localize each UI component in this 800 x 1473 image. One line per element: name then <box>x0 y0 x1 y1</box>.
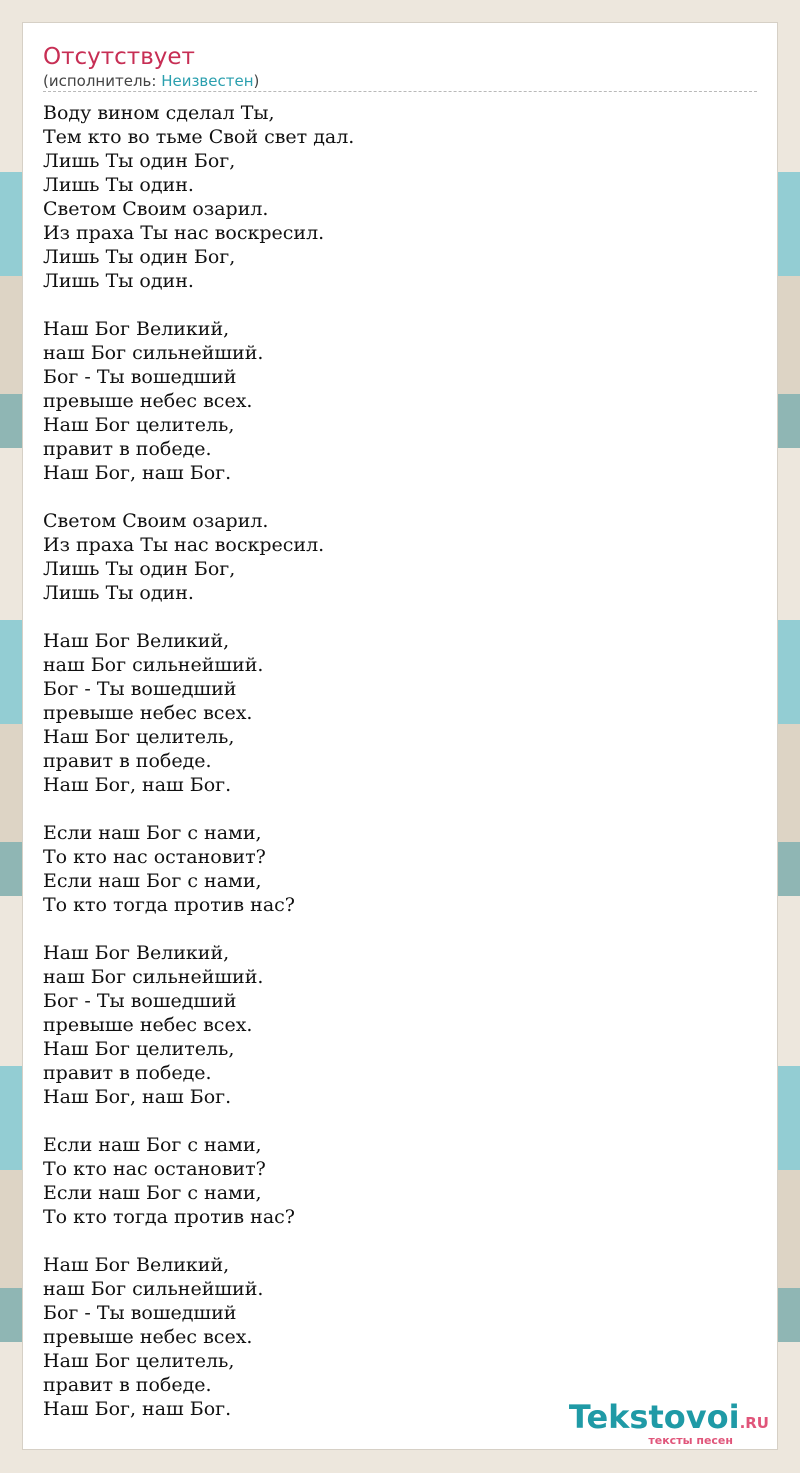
lyrics-line: Если наш Бог с нами, <box>43 870 262 892</box>
artist-prefix: (исполнитель: <box>43 72 162 90</box>
lyrics-line: Воду вином сделал Ты, <box>43 102 275 124</box>
lyrics-line: правит в победе. <box>43 438 212 460</box>
lyrics-line: превыше небес всех. <box>43 1014 253 1036</box>
lyrics-line: Наш Бог, наш Бог. <box>43 462 232 484</box>
lyrics-line: Бог - Ты вошедший <box>43 366 237 388</box>
lyrics-line: Наш Бог Великий, <box>43 318 230 340</box>
lyrics-line: Лишь Ты один. <box>43 270 194 292</box>
lyrics-stanza <box>43 1253 743 1421</box>
artist-line <box>43 71 259 91</box>
lyrics-line: Лишь Ты один Бог, <box>43 558 236 580</box>
lyrics-line: превыше небес всех. <box>43 390 253 412</box>
lyrics-line: Наш Бог, наш Бог. <box>43 1398 232 1420</box>
site-logo[interactable] <box>569 1400 769 1447</box>
lyrics-line: Лишь Ты один Бог, <box>43 246 236 268</box>
song-title: Отсутствует <box>43 44 195 70</box>
lyrics-line: Если наш Бог с нами, <box>43 1182 262 1204</box>
lyrics-line: правит в победе. <box>43 1062 212 1084</box>
lyrics-card <box>22 22 778 1450</box>
lyrics-stanza <box>43 509 743 605</box>
lyrics-line: Если наш Бог с нами, <box>43 1134 262 1156</box>
lyrics-line: Наш Бог целитель, <box>43 414 235 436</box>
lyrics-stanza <box>43 1133 743 1229</box>
lyrics-line: наш Бог сильнейший. <box>43 966 264 988</box>
logo-name: Tekstovoi <box>568 1398 740 1436</box>
lyrics-line: Из праха Ты нас воскресил. <box>43 534 325 556</box>
lyrics-line: правит в победе. <box>43 1374 212 1396</box>
lyrics-line: Лишь Ты один. <box>43 582 194 604</box>
lyrics-line: Из праха Ты нас воскресил. <box>43 222 325 244</box>
lyrics-stanza <box>43 629 743 797</box>
lyrics-line: То кто тогда против нас? <box>43 1206 295 1228</box>
lyrics-line: превыше небес всех. <box>43 1326 253 1348</box>
lyrics-text <box>43 101 743 1421</box>
lyrics-line: Наш Бог, наш Бог. <box>43 774 232 796</box>
lyrics-line: Светом Своим озарил. <box>43 198 269 220</box>
lyrics-line: То кто нас остановит? <box>43 846 266 868</box>
lyrics-line: Наш Бог Великий, <box>43 1254 230 1276</box>
logo-tagline: тексты песен <box>648 1434 733 1447</box>
artist-suffix: ) <box>253 72 260 90</box>
lyrics-line: наш Бог сильнейший. <box>43 342 264 364</box>
lyrics-line: Если наш Бог с нами, <box>43 822 262 844</box>
lyrics-line: Лишь Ты один Бог, <box>43 150 236 172</box>
lyrics-line: наш Бог сильнейший. <box>43 1278 264 1300</box>
lyrics-stanza <box>43 101 743 293</box>
lyrics-line: Бог - Ты вошедший <box>43 678 237 700</box>
lyrics-line: Наш Бог, наш Бог. <box>43 1086 232 1108</box>
lyrics-stanza <box>43 821 743 917</box>
lyrics-line: наш Бог сильнейший. <box>43 654 264 676</box>
lyrics-line: Тем кто во тьме Свой свет дал. <box>43 126 355 148</box>
lyrics-line: Лишь Ты один. <box>43 174 194 196</box>
lyrics-line: превыше небес всех. <box>43 702 253 724</box>
lyrics-line: Наш Бог целитель, <box>43 1350 235 1372</box>
lyrics-stanza <box>43 941 743 1109</box>
lyrics-stanza <box>43 317 743 485</box>
lyrics-line: То кто тогда против нас? <box>43 894 295 916</box>
artist-link[interactable]: Неизвестен <box>161 72 254 90</box>
lyrics-line: Наш Бог Великий, <box>43 942 230 964</box>
lyrics-line: Наш Бог Великий, <box>43 630 230 652</box>
lyrics-line: Наш Бог целитель, <box>43 726 235 748</box>
lyrics-line: Светом Своим озарил. <box>43 510 269 532</box>
lyrics-line: правит в победе. <box>43 750 212 772</box>
lyrics-line: Бог - Ты вошедший <box>43 990 237 1012</box>
logo-tld: .RU <box>739 1414 769 1432</box>
lyrics-line: Бог - Ты вошедший <box>43 1302 237 1324</box>
lyrics-line: Наш Бог целитель, <box>43 1038 235 1060</box>
title-divider <box>43 91 757 92</box>
lyrics-line: То кто нас остановит? <box>43 1158 266 1180</box>
